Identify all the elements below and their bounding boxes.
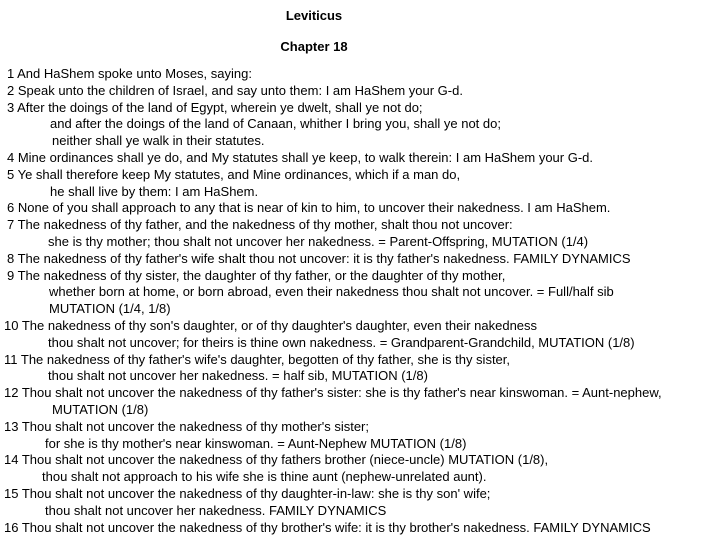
verse-line: 4 Mine ordinances shall ye do, and My statutes shall ye keep, to walk therein: I am HaShem your G-d. [7,149,594,165]
verse-line: 13 Thou shalt not uncover the nakedness of thy mother's sister; [4,418,370,434]
verse-line: 5 Ye shall therefore keep My statutes, and Mine ordinances, which if a man do, [7,166,461,182]
verse-line: MUTATION (1/8) [52,401,149,417]
verse-line: thou shalt not uncover her nakedness. = half sib, MUTATION (1/8) [48,368,428,384]
verse-line: 14 Thou shalt not uncover the nakedness of thy fathers brother (niece-uncle) MUTATION (1/8), [4,452,549,468]
verse-line: she is thy mother; thou shalt not uncover her nakedness. = Parent-Offspring, MUTATION (1/4) [48,233,589,249]
verse-line: thou shalt not uncover her nakedness. FAMILY DYNAMICS [45,502,387,518]
book-title: Leviticus [285,8,343,23]
verse-line: MUTATION (1/4, 1/8) [49,301,171,317]
verse-line: 7 The nakedness of thy father, and the nakedness of thy mother, shalt thou not uncover: [7,217,513,233]
verse-line: 10 The nakedness of thy son's daughter, or of thy daughter's daughter, even their nakedness [4,317,538,333]
verse-line: 1 And HaShem spoke unto Moses, saying: [7,66,252,81]
verse-line: 9 The nakedness of thy sister, the daughter of thy father, or the daughter of thy mother, [7,267,506,283]
verse-line: 3 After the doings of the land of Egypt, wherein ye dwelt, shall ye not do; [7,99,423,115]
verse-line: 12 Thou shalt not uncover the nakedness of thy father's sister: she is thy father's near kinswoman. = Aunt-nephew, [4,385,662,401]
verse-line: neither shall ye walk in their statutes. [52,133,265,149]
verse-line: and after the doings of the land of Canaan, whither I bring you, shall ye not do; [50,116,501,132]
verse-lines [0,66,720,536]
verse-line: thou shalt not uncover; for theirs is thine own nakedness. = Grandparent-Grandchild, MUTATION (1/8) [48,334,635,350]
verse-line: thou shalt not approach to his wife she is thine aunt (nephew-unrelated aunt). [42,469,487,485]
verse-line: 6 None of you shall approach to any that is near of kin to him, to uncover their nakedness. I am HaShem. [7,200,611,216]
verse-line: 8 The nakedness of thy father's wife shalt thou not uncover: it is thy father's nakedness. FAMILY DYNAMICS [7,250,631,266]
verse-line: 15 Thou shalt not uncover the nakedness of thy daughter-in-law: she is thy son' wife; [4,485,491,501]
verse-line: he shall live by them: I am HaShem. [50,183,259,199]
verse-line: 16 Thou shalt not uncover the nakedness of thy brother's wife: it is thy brother's nakedness. FAMILY DYNAMICS [4,519,651,535]
chapter-title: Chapter 18 [280,39,348,54]
verse-line: 11 The nakedness of thy father's wife's daughter, begotten of thy father, she is thy sister, [4,351,511,367]
verse-line: for she is thy mother's near kinswoman. = Aunt-Nephew MUTATION (1/8) [45,435,467,451]
document-header [0,0,628,55]
verse-line: 2 Speak unto the children of Israel, and say unto them: I am HaShem your G-d. [7,82,463,98]
verse-line: whether born at home, or born abroad, even their nakedness thou shalt not uncover. = Full/half sib [49,284,614,300]
